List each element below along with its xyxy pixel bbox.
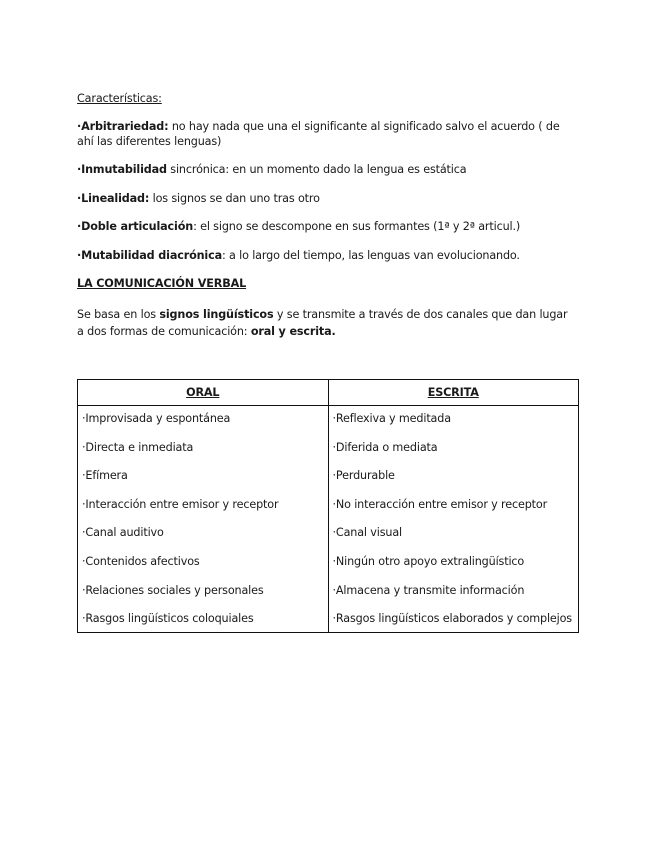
item-bullet: · — [77, 191, 82, 205]
list-item: ·No interacción entre emisor y receptor — [332, 497, 548, 511]
list-item: ·Reflexiva y meditada — [332, 412, 451, 425]
item-bullet: · — [77, 248, 82, 262]
list-item: ·Efímera — [82, 469, 128, 483]
intro-bold: oral y escrita. — [250, 325, 336, 338]
list-item: ·Rasgos lingüísticos elaborados y complejos — [332, 612, 572, 626]
list-item: ·Canal visual — [332, 526, 402, 540]
escrita-column-cell — [328, 406, 579, 633]
list-item: ·Diferida o mediata — [332, 440, 438, 454]
characteristic-item — [77, 120, 577, 149]
list-item: ·Interacción entre emisor y receptor — [82, 497, 279, 511]
item-bullet: · — [77, 120, 82, 133]
list-item: ·Directa e inmediata — [82, 440, 194, 454]
item-bullet: · — [77, 163, 82, 176]
item-term: Arbitrariedad: — [81, 120, 169, 133]
item-text: : a lo largo del tiempo, las lenguas van evolucionando. — [222, 248, 520, 262]
characteristic-item — [77, 249, 577, 264]
comparison-table — [77, 379, 579, 633]
characteristic-item — [77, 220, 577, 235]
list-item: ·Contenidos afectivos — [82, 554, 200, 568]
list-item: ·Improvisada y espontánea — [82, 412, 231, 425]
item-text: no hay nada que una el significante al significado salvo el acuerdo ( de ahí las diferentes lenguas) — [77, 120, 560, 148]
oral-column-cell — [78, 406, 329, 633]
characteristic-item — [77, 192, 577, 207]
intro-text: y se transmite a través de dos canales que dan lugar a dos formas de comunicación: — [77, 308, 568, 338]
item-term: Inmutabilidad — [81, 163, 167, 176]
characteristics-heading: Características: — [77, 92, 162, 105]
list-item: ·Almacena y transmite información — [332, 583, 525, 597]
list-item: ·Relaciones sociales y personales — [82, 583, 264, 597]
item-term: Mutabilidad diacrónica — [81, 248, 222, 262]
table-header-row — [78, 380, 579, 406]
list-item: ·Rasgos lingüísticos coloquiales — [82, 612, 254, 626]
list-item: ·Canal auditivo — [82, 526, 164, 540]
item-bullet: · — [77, 220, 82, 233]
item-term: Linealidad: — [81, 191, 150, 205]
verbal-intro-paragraph — [77, 306, 577, 340]
column-header-oral: ORAL — [78, 380, 329, 406]
characteristic-item — [77, 163, 577, 178]
list-item: ·Perdurable — [332, 469, 395, 483]
list-item: ·Ningún otro apoyo extralingüístico — [332, 554, 525, 568]
item-text: : el signo se descompone en sus formantes (1ª y 2ª articul.) — [193, 220, 521, 233]
item-text: sincrónica: en un momento dado la lengua es estática — [166, 163, 467, 176]
intro-text: Se basa en los — [77, 308, 160, 321]
verbal-communication-title: LA COMUNICACIÓN VERBAL — [77, 277, 247, 290]
document-page — [77, 92, 577, 633]
item-text: los signos se dan uno tras otro — [149, 191, 320, 205]
intro-bold: signos lingüísticos — [159, 308, 274, 321]
item-term: Doble articulación — [81, 220, 194, 233]
column-header-escrita: ESCRITA — [328, 380, 579, 406]
table-row — [78, 406, 579, 633]
